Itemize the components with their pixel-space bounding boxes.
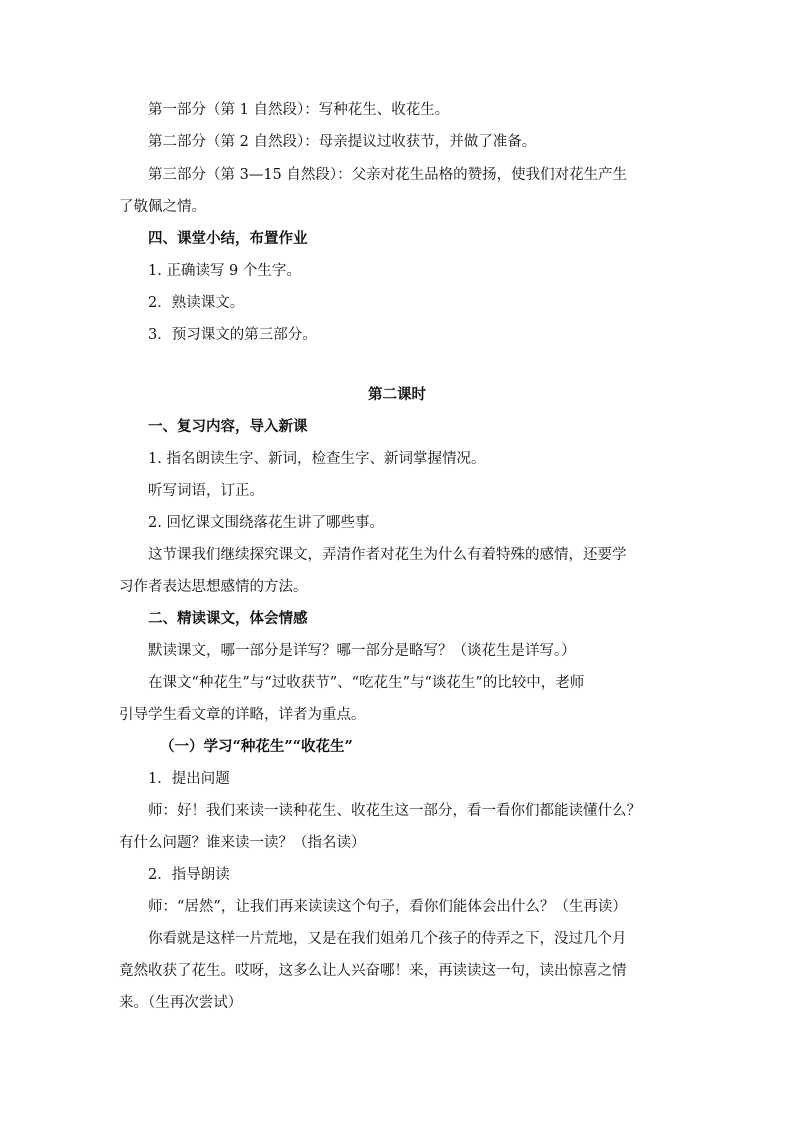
paragraph-teacher-3-cont: 竟然收获了花生。哎呀，这多么让人兴奋哪！来，再读读这一句，读出惊喜之情 [119,963,627,979]
paragraph-part-two: 第二部分（第 2 自然段）：母亲提议过收获节，并做了准备。 [148,134,537,150]
paragraph-comparison-cont: 引导学生看文章的详略，详者为重点。 [119,707,366,723]
homework-item-2: 2．熟读课文。 [148,295,245,311]
paragraph-review-2: 2. 回忆课文围绕落花生讲了哪些事。 [148,515,384,531]
paragraph-silent-reading: 默读课文，哪一部分是详写？哪一部分是略写？（谈花生是详写。） [148,643,576,659]
paragraph-part-one: 第一部分（第 1 自然段）：写种花生、收花生。 [148,102,450,118]
paragraph-comparison: 在课文“种花生”与“过收获节”、“吃花生”与“谈花生”的比较中，老师 [148,675,585,691]
section-title-lesson-two: 第二课时 [368,386,426,403]
paragraph-part-three-cont: 了敬佩之情。 [119,199,206,215]
homework-item-3: 3．预习课文的第三部分。 [148,327,317,343]
step-raise-questions: 1．提出问题 [148,771,230,787]
paragraph-teacher-3-end: 来。（生再次尝试） [119,995,243,1011]
paragraph-teacher-1: 师：好！我们来读一读种花生、收花生这一部分，看一看你们都能读懂什么？ [148,803,641,819]
paragraph-intro-cont: 习作者表达思想感情的方法。 [119,579,308,595]
homework-item-1: 1. 正确读写 9 个生字。 [148,263,301,279]
paragraph-teacher-3: 你看就是这样一片荒地，又是在我们姐弟几个孩子的侍弄之下，没过几个月 [148,931,627,947]
subheading-planting-harvest: （一）学习“种花生”“收花生” [160,738,353,755]
paragraph-teacher-1-cont: 有什么问题？谁来读一读？（指名读） [119,835,366,851]
paragraph-review-1: 1. 指名朗读生字、新词，检查生字、新词掌握情况。 [148,451,486,467]
step-guide-reading: 2．指导朗读 [148,867,230,883]
heading-summary-homework: 四、课堂小结，布置作业 [148,230,308,247]
paragraph-teacher-2: 师：“居然”，让我们再来读读这个句子，看你们能体会出什么？（生再读） [148,899,627,915]
paragraph-part-three: 第三部分（第 3—15 自然段）：父亲对花生品格的赞扬，使我们对花生产生 [148,167,628,183]
heading-close-reading: 二、精读课文，体会情感 [148,610,308,627]
heading-review: 一、复习内容，导入新课 [148,418,308,435]
paragraph-intro: 这节课我们继续探究课文，弄清作者对花生为什么有着特殊的感情，还要学 [148,547,627,563]
paragraph-dictation: 听写词语，订正。 [148,483,264,499]
